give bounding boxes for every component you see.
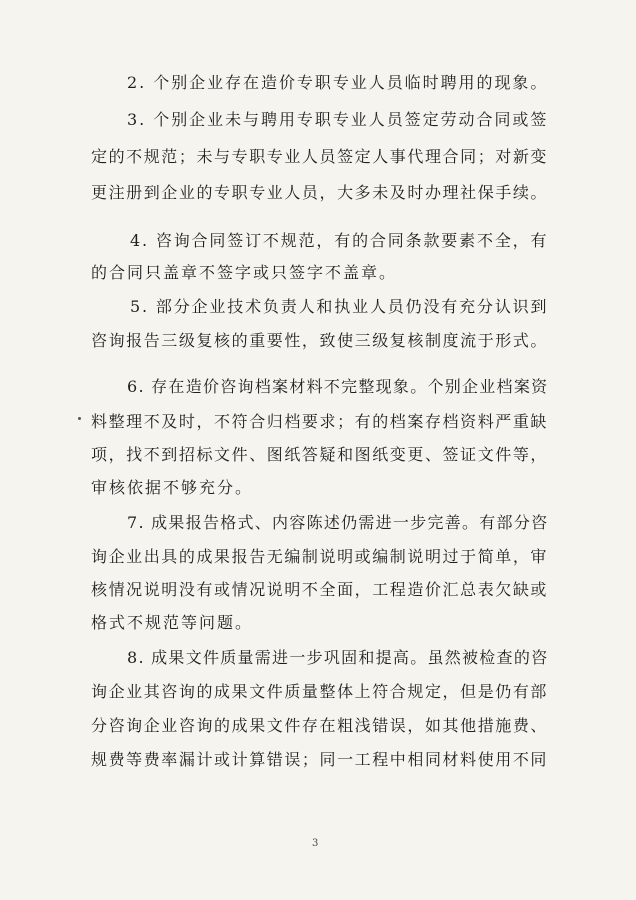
text-line-17: 8. 成果文件质量需进一步巩固和提高。虽然被检查的咨 bbox=[127, 648, 549, 667]
text-line-12: 审核依据不够充分。 bbox=[91, 478, 254, 497]
text-line-5: 4. 咨询合同签订不规范，有的合同条款要素不全，有 bbox=[130, 231, 549, 250]
text-line-1: 2. 个别企业存在造价专职专业人员临时聘用的现象。 bbox=[127, 73, 549, 92]
page-number: 3 bbox=[312, 838, 319, 849]
text-line-18: 询企业其咨询的成果文件质量整体上符合规定，但是仍有部 bbox=[91, 682, 549, 701]
text-line-19: 分咨询企业咨询的成果文件存在粗浅错误，如其他措施费、 bbox=[91, 716, 549, 735]
scan-speck bbox=[78, 417, 81, 420]
text-line-11: 项，找不到招标文件、图纸答疑和图纸变更、签证文件等， bbox=[91, 445, 549, 464]
text-line-4: 更注册到企业的专职专业人员，大多未及时办理社保手续。 bbox=[91, 183, 549, 202]
text-line-14: 询企业出具的成果报告无编制说明或编制说明过于简单，审 bbox=[91, 547, 549, 566]
text-line-2: 3. 个别企业未与聘用专职专业人员签定劳动合同或签 bbox=[127, 110, 549, 129]
text-line-20: 规费等费率漏计或计算错误；同一工程中相同材料使用不同 bbox=[91, 750, 549, 769]
text-line-7: 5. 部分企业技术负责人和执业人员仍没有充分认识到 bbox=[130, 297, 549, 316]
text-line-6: 的合同只盖章不签字或只签字不盖章。 bbox=[91, 263, 398, 282]
text-line-9: 6. 存在造价咨询档案材料不完整现象。个别企业档案资 bbox=[127, 377, 549, 396]
text-line-13: 7. 成果报告格式、内容陈述仍需进一步完善。有部分咨 bbox=[127, 513, 549, 532]
text-line-8: 咨询报告三级复核的重要性，致使三级复核制度流于形式。 bbox=[91, 331, 549, 350]
text-line-10: 料整理不及时，不符合归档要求；有的档案存档资料严重缺 bbox=[91, 412, 549, 431]
text-line-3: 定的不规范；未与专职专业人员签定人事代理合同；对新变 bbox=[91, 147, 549, 166]
text-line-16: 格式不规范等问题。 bbox=[91, 613, 254, 632]
text-line-15: 核情况说明没有或情况说明不全面，工程造价汇总表欠缺或 bbox=[91, 580, 549, 599]
